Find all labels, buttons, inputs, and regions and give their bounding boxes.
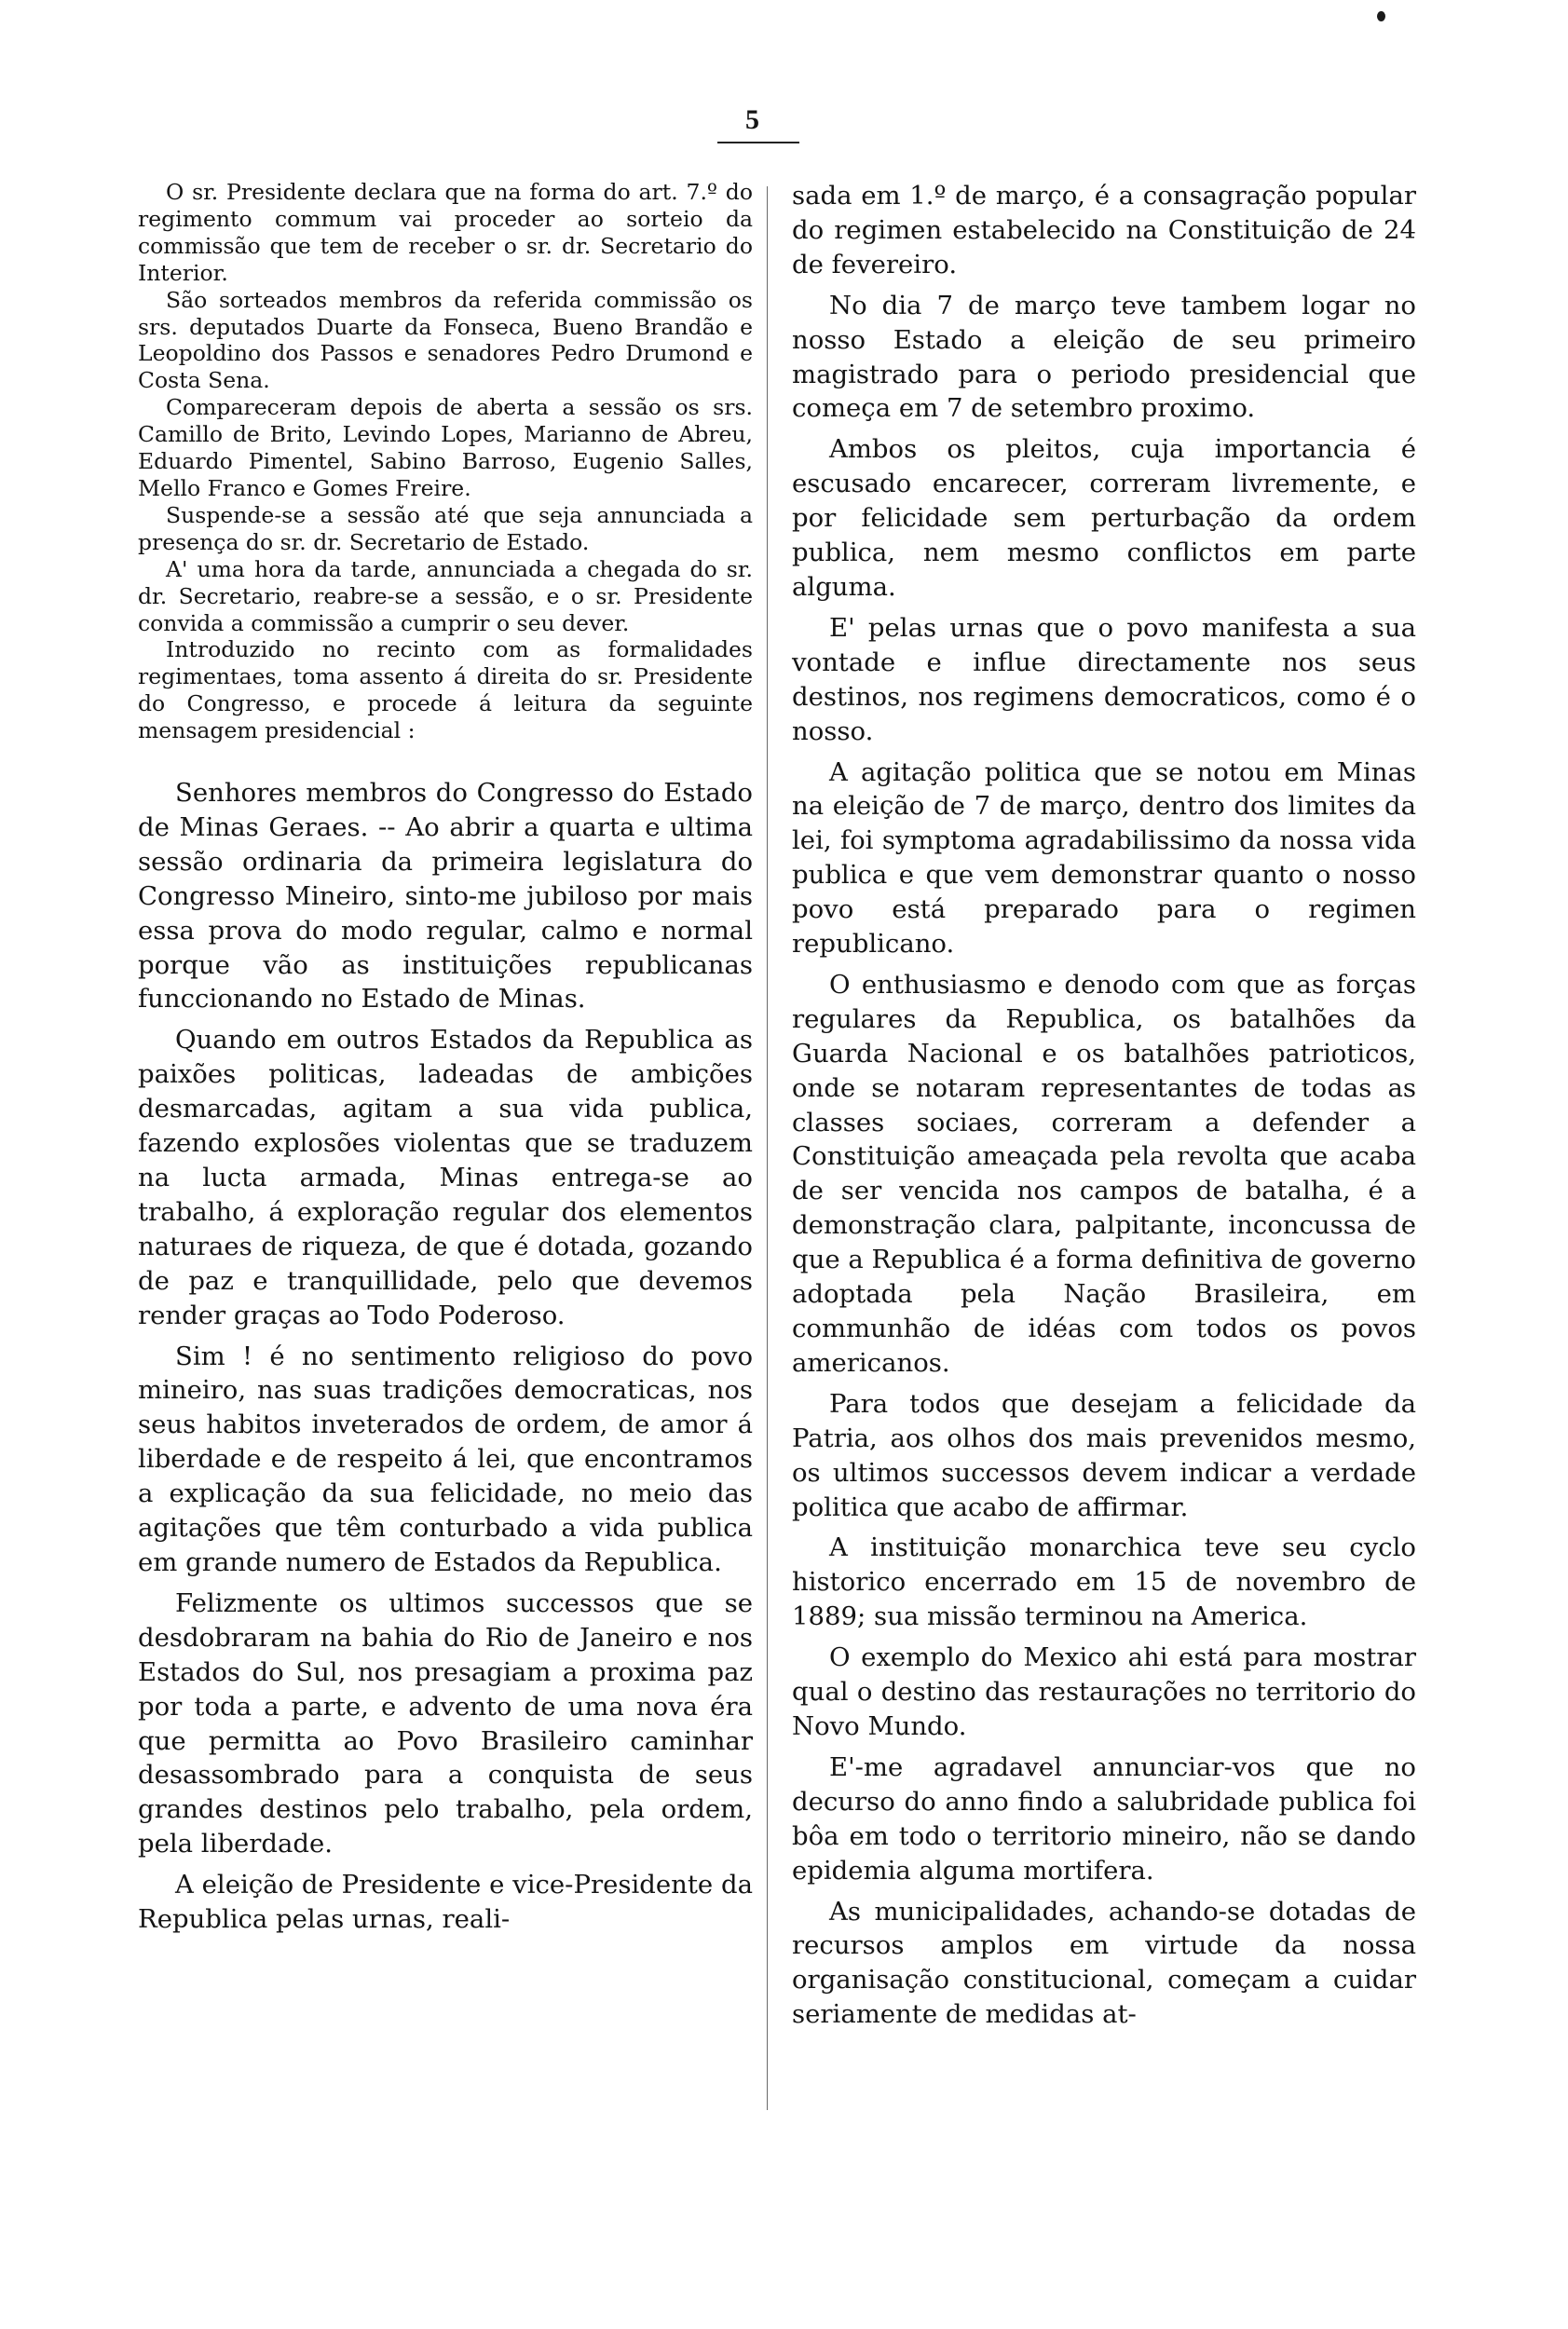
minutes-paragraph: Introduzido no recinto com as formalidades regimentaes, toma assento á direita do sr. Presidente do Congresso, e procede á leitura da seguinte mensagem presidencial : [138,636,753,744]
page-number: 5 [745,104,759,135]
minutes-paragraph: São sorteados membros da referida commissão os srs. deputados Duarte da Fonseca, Bueno Brandão e Leopoldino dos Passos e senadores Pedro Drumond e Costa Sena. [138,286,753,394]
minutes-paragraph: A' uma hora da tarde, annunciada a chegada do sr. dr. Secretario, reabre-se a sessão, e o sr. Presidente convida a commissão a cumprir o seu dever. [138,555,753,636]
minutes-paragraph: Suspende-se a sessão até que seja annunciada a presença do sr. dr. Secretario de Estado. [138,501,753,555]
message-paragraph: Felizmente os ultimos successos que se desdobraram na bahia do Rio de Janeiro e nos Estados do Sul, nos presagiam a proxima paz por toda a parte, e advento de uma nova éra que permitta ao Povo Brasileiro caminhar desassombrado para a conquista de seus grandes destinos pelo trabalho, pela ordem, pela liberdade. [138,1587,753,1859]
message-paragraph: A instituição monarchica teve seu cyclo historico encerrado em 15 de novembro de 1889; sua missão terminou na America. [792,1532,1416,1632]
header-rule [717,142,799,143]
message-paragraph: sada em 1.º de março, é a consagração popular do regimen estabelecido na Constituição de 24 de fevereiro. [792,181,1416,279]
message-paragraph: E' pelas urnas que o povo manifesta a sua vontade e influe directamente nos seus destinos, nos regimens democraticos, como é o nosso. [792,612,1416,746]
message-paragraph: O exemplo do Mexico ahi está para mostrar qual o destino das restaurações no territorio do Novo Mundo. [792,1642,1416,1741]
right-column [792,179,1416,2032]
column-divider [767,186,768,2110]
message-paragraph: Senhores membros do Congresso do Estado de Minas Geraes. -- Ao abrir a quarta e ultima sessão ordinaria da primeira legislatura do Congresso Mineiro, sinto-me jubiloso por mais essa prova do modo regular, calmo e normal porque vão as instituições republicanas funccionando no Estado de Minas. [138,778,753,1015]
message-paragraph: As municipalidades, achando-se dotadas de recursos amplos em virtude da nossa organisação constitucional, começam a cuidar seriamente de medidas at- [792,1896,1416,2030]
message-paragraph: No dia 7 de março teve tambem logar no nosso Estado a eleição de seu primeiro magistrado para o periodo presidencial que começa em 7 de setembro proximo. [792,290,1416,424]
message-paragraph: A eleição de Presidente e vice-Presidente da Republica pelas urnas, reali- [138,1870,753,1935]
ink-spot [1377,11,1385,21]
message-paragraph: O enthusiasmo e denodo com que as forças regulares da Republica, os batalhões da Guarda Nacional e os batalhões patrioticos, onde se notaram representantes de todas as classes sociaes, correram a defender a Constituição ameaçada pela revolta que acaba de ser vencida nos campos de batalha, é a demonstração clara, palpitante, inconcussa de que a Republica é a forma definitiva de governo adoptada pela Nação Brasileira, em communhão de idéas com todos os povos americanos. [792,969,1416,1378]
message-paragraph: A agitação politica que se notou em Minas na eleição de 7 de março, dentro dos limites da lei, foi symptoma agradabilissimo da nossa vida publica e que vem demonstrar quanto o nosso povo está preparado para o regimen republicano. [792,756,1416,960]
presidential-message [138,776,753,1937]
minutes-paragraph: Compareceram depois de aberta a sessão os srs. Camillo de Brito, Levindo Lopes, Marianno de Abreu, Eduardo Pimentel, Sabino Barroso, Eugenio Salles, Mello Franco e Gomes Freire. [138,394,753,501]
message-paragraph: Para todos que desejam a felicidade da Patria, aos olhos dos mais prevenidos mesmo, os ultimos successos devem indicar a verdade politica que acabo de affirmar. [792,1388,1416,1522]
message-paragraph: Ambos os pleitos, cuja importancia é escusado encarecer, correram livremente, e por felicidade sem perturbação da ordem publica, nem mesmo conflictos em parte alguma. [792,434,1416,602]
message-paragraph: Quando em outros Estados da Republica as paixões politicas, ladeadas de ambições desmarcadas, agitam a sua vida publica, fazendo explosões violentas que se traduzem na lucta armada, Minas entrega-se ao trabalho, á exploração regular dos elementos naturaes de riqueza, de que é dotada, gozando de paz e tranquillidade, pelo que devemos render graças ao Todo Poderoso. [138,1025,753,1330]
minutes-paragraph: O sr. Presidente declara que na forma do art. 7.º do regimento commum vai proceder ao sorteio da commissão que tem de receber o sr. dr. Secretario do Interior. [138,179,753,286]
session-minutes [138,179,753,744]
message-paragraph: E'-me agradavel annunciar-vos que no decurso do anno findo a salubridade publica foi bôa em todo o territorio mineiro, não se dando epidemia alguma mortifera. [792,1751,1416,1886]
left-column [138,179,753,1937]
message-paragraph: Sim ! é no sentimento religioso do povo mineiro, nas suas tradições democraticas, nos seus habitos inveterados de ordem, de amor á liberdade e de respeito á lei, que encontramos a explicação da sua felicidade, no meio das agitações que têm conturbado a vida publica em grande numero de Estados da Republica. [138,1341,753,1577]
